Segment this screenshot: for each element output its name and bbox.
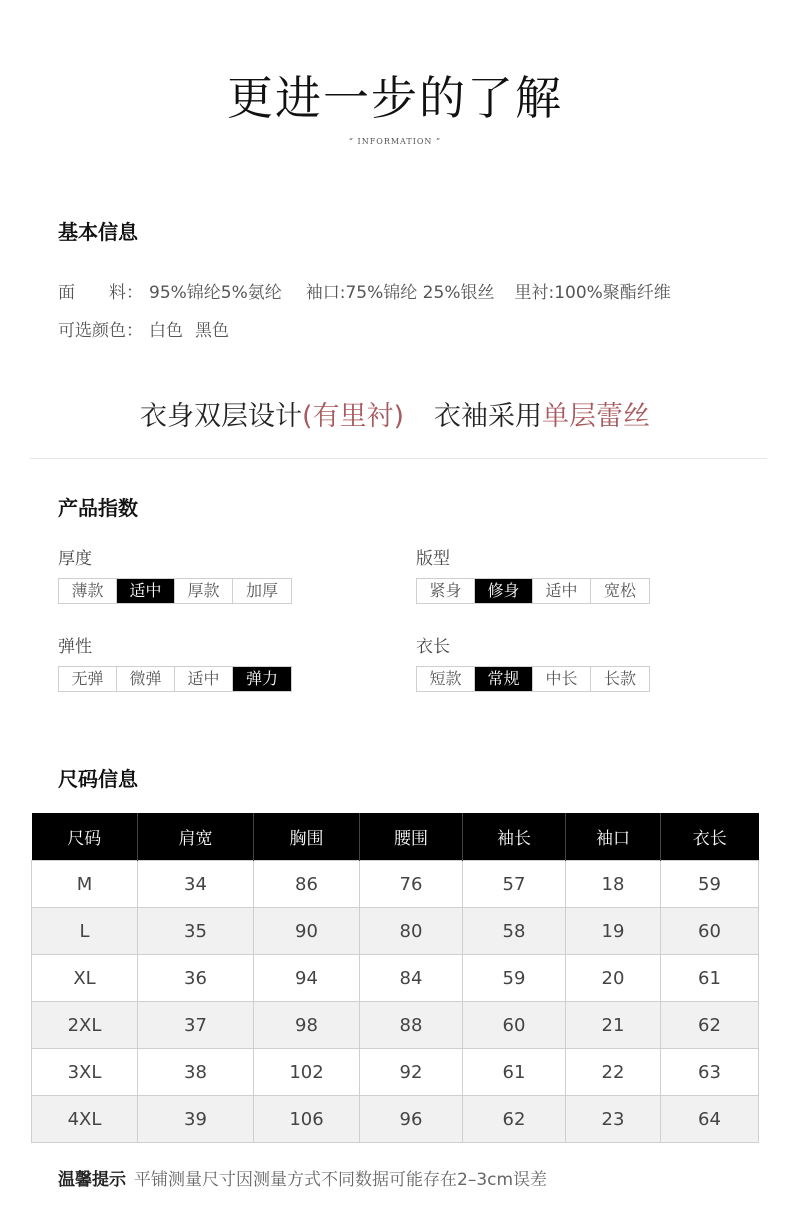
table-cell: 21 [566, 1002, 661, 1049]
table-cell: 94 [254, 955, 360, 1002]
table-cell: 36 [138, 955, 254, 1002]
table-row [32, 1002, 759, 1049]
table-cell: 84 [360, 955, 463, 1002]
table-cell: 59 [463, 955, 566, 1002]
table-row [32, 955, 759, 1002]
table-cell: 60 [463, 1002, 566, 1049]
cuff-fabric: 袖口:75%锦纶 25%银丝 [305, 283, 495, 303]
table-cell: XL [32, 955, 138, 1002]
color-option: 白色 [149, 321, 183, 341]
thickness-option: 厚款 [175, 579, 233, 603]
column-header: 胸围 [254, 813, 360, 861]
fabric-value: 95%锦纶5%氨纶 [149, 283, 282, 303]
colors-label: 可选颜色： [58, 321, 143, 341]
table-cell: 60 [661, 908, 759, 955]
column-header: 袖长 [463, 813, 566, 861]
elasticity-option-selected: 弹力 [233, 667, 291, 691]
thickness-option-selected: 适中 [117, 579, 175, 603]
fit-label: 版型 [416, 549, 450, 569]
column-header: 腰围 [360, 813, 463, 861]
table-cell: 61 [463, 1049, 566, 1096]
fit-option: 紧身 [417, 579, 475, 603]
size-table [31, 813, 759, 1143]
table-cell: 18 [566, 861, 661, 908]
table-cell: 4XL [32, 1096, 138, 1143]
feature-headline [0, 394, 790, 433]
elasticity-option: 微弹 [117, 667, 175, 691]
table-row [32, 1049, 759, 1096]
length-selector [416, 666, 650, 692]
elasticity-option: 适中 [175, 667, 233, 691]
table-cell: 62 [463, 1096, 566, 1143]
fabric-line [58, 278, 671, 303]
colors-line [58, 316, 229, 341]
length-option: 短款 [417, 667, 475, 691]
table-cell: 98 [254, 1002, 360, 1049]
table-cell: 106 [254, 1096, 360, 1143]
fit-option-selected: 修身 [475, 579, 533, 603]
elasticity-label: 弹性 [58, 637, 92, 657]
size-info-heading: 尺码信息 [58, 767, 138, 791]
table-cell: 90 [254, 908, 360, 955]
thickness-label: 厚度 [58, 549, 92, 569]
fit-selector [416, 578, 650, 604]
headline-part2: 衣袖采用 [434, 401, 543, 432]
table-cell: 37 [138, 1002, 254, 1049]
table-cell: 59 [661, 861, 759, 908]
table-cell: 34 [138, 861, 254, 908]
table-cell: 57 [463, 861, 566, 908]
headline-part1: 衣身双层设计 [139, 401, 302, 432]
table-cell: 96 [360, 1096, 463, 1143]
column-header: 衣长 [661, 813, 759, 861]
length-label: 衣长 [416, 637, 450, 657]
tip-text: 平铺测量尺寸因测量方式不同数据可能存在2–3cm误差 [134, 1170, 548, 1190]
page-subtitle: “ INFORMATION ” [348, 137, 442, 146]
table-cell: 61 [661, 955, 759, 1002]
divider [30, 458, 767, 459]
table-cell: M [32, 861, 138, 908]
page-title: 更进一步的了解 [227, 71, 563, 125]
length-option: 长款 [603, 669, 636, 688]
thickness-option: 加厚 [245, 581, 278, 600]
basic-info-heading: 基本信息 [58, 220, 138, 244]
column-header: 尺码 [32, 813, 138, 861]
length-option: 中长 [533, 667, 591, 691]
table-cell: 23 [566, 1096, 661, 1143]
thickness-option: 薄款 [59, 579, 117, 603]
table-cell: 58 [463, 908, 566, 955]
elasticity-selector [58, 666, 292, 692]
tip-label: 温馨提示 [58, 1170, 126, 1190]
table-cell: 35 [138, 908, 254, 955]
product-index-heading: 产品指数 [58, 496, 138, 520]
fit-option: 适中 [533, 579, 591, 603]
headline-part1-accent: (有里衬) [301, 401, 405, 432]
table-cell: 38 [138, 1049, 254, 1096]
table-cell: 76 [360, 861, 463, 908]
table-row [32, 861, 759, 908]
fabric-label: 面 料： [58, 283, 143, 303]
color-option: 黑色 [195, 321, 229, 341]
table-cell: 3XL [32, 1049, 138, 1096]
table-header-row [32, 813, 759, 861]
table-row [32, 908, 759, 955]
table-cell: 22 [566, 1049, 661, 1096]
table-row [32, 1096, 759, 1143]
table-cell: 63 [661, 1049, 759, 1096]
table-cell: 19 [566, 908, 661, 955]
length-option-selected: 常规 [475, 667, 533, 691]
elasticity-option: 无弹 [59, 667, 117, 691]
headline-part2-accent: 单层蕾丝 [542, 401, 651, 432]
table-cell: 62 [661, 1002, 759, 1049]
column-header: 肩宽 [138, 813, 254, 861]
table-cell: 80 [360, 908, 463, 955]
measurement-tip [58, 1165, 547, 1190]
table-cell: 102 [254, 1049, 360, 1096]
column-header: 袖口 [566, 813, 661, 861]
table-cell: 64 [661, 1096, 759, 1143]
table-cell: 88 [360, 1002, 463, 1049]
table-cell: 92 [360, 1049, 463, 1096]
table-cell: 39 [138, 1096, 254, 1143]
table-cell: 20 [566, 955, 661, 1002]
thickness-selector [58, 578, 292, 604]
table-cell: 2XL [32, 1002, 138, 1049]
table-cell: L [32, 908, 138, 955]
lining-fabric: 里衬:100%聚酯纤维 [514, 283, 671, 303]
table-cell: 86 [254, 861, 360, 908]
fit-option: 宽松 [603, 581, 636, 600]
